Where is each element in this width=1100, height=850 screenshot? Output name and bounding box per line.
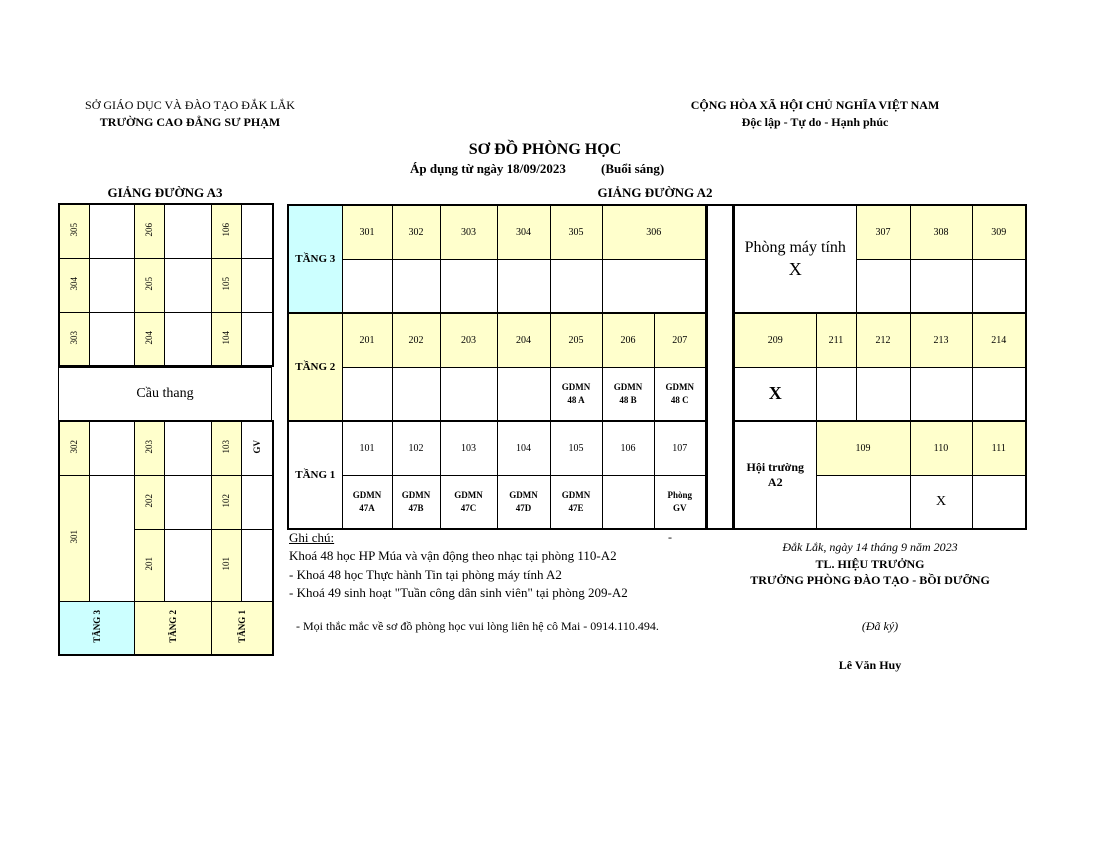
building-a3-title: GIẢNG ĐƯỜNG A3	[107, 185, 223, 200]
room-203: 203	[440, 313, 497, 367]
room-103: 103	[440, 421, 497, 475]
session-label: (Buổi sáng)	[601, 161, 665, 176]
class-gdmn-47b: GDMN 47B	[392, 475, 440, 529]
room-107: 107	[654, 421, 706, 475]
building-a2-title: GIẢNG ĐƯỜNG A2	[597, 185, 713, 200]
computer-room: Phòng máy tính X	[734, 205, 856, 313]
room-104: 104	[497, 421, 550, 475]
room-109: 109	[816, 421, 910, 475]
sign-role-1: TL. HIỆU TRƯỞNG	[815, 557, 925, 571]
room-101: 101	[342, 421, 392, 475]
a2-floor-2-label: TẦNG 2	[288, 313, 342, 421]
room-302: 302	[59, 421, 89, 475]
room-307: 307	[856, 205, 910, 259]
room-207: 207	[654, 313, 706, 367]
building-a3-map	[58, 203, 272, 655]
room-302: 302	[392, 205, 440, 259]
class-gdmn-48b: GDMN 48 B	[602, 367, 654, 421]
page-title: SƠ ĐỒ PHÒNG HỌC	[468, 141, 622, 158]
a3-bottom-block	[58, 420, 274, 656]
stairs: Cầu thang	[58, 367, 272, 421]
room-110-mark: X	[910, 475, 972, 529]
room-204: 204	[497, 313, 550, 367]
room-106: 106	[602, 421, 654, 475]
building-a2-right	[733, 204, 1027, 530]
room-306: 306	[602, 205, 706, 259]
effective-date: Áp dụng từ ngày 18/09/2023	[410, 161, 566, 176]
room-214: 214	[972, 313, 1026, 367]
a3-top-block	[58, 203, 274, 367]
room-303: 303	[440, 205, 497, 259]
room-209: 209	[734, 313, 816, 367]
room-105: 105	[550, 421, 602, 475]
class-gdmn-47e: GDMN 47E	[550, 475, 602, 529]
room-102: 102	[211, 475, 241, 529]
room-103-class: GV	[241, 421, 273, 475]
room-305: 305	[550, 205, 602, 259]
room-202: 202	[392, 313, 440, 367]
room-201: 201	[342, 313, 392, 367]
room-104: 104	[211, 312, 241, 366]
room-301: 301	[342, 205, 392, 259]
corridor	[706, 204, 734, 530]
class-gdmn-48c: GDMN 48 C	[654, 367, 706, 421]
class-gdmn-48a: GDMN 48 A	[550, 367, 602, 421]
room-205: 205	[550, 313, 602, 367]
room-102: 102	[392, 421, 440, 475]
room-206: 206	[602, 313, 654, 367]
room-304: 304	[59, 258, 89, 312]
department-name: SỞ GIÁO DỤC VÀ ĐÀO TẠO ĐẮK LẮK	[85, 98, 295, 112]
note-line-1: Khoá 48 học HP Múa và vận động theo nhạc tại phòng 110-A2	[289, 548, 617, 563]
room-308: 308	[910, 205, 972, 259]
room-301: 301	[59, 475, 89, 601]
room-201: 201	[134, 529, 164, 601]
country-name: CỘNG HÒA XÃ HỘI CHỦ NGHĨA VIỆT NAM	[690, 98, 940, 112]
a3-floor-3-label: TẦNG 3	[59, 601, 134, 655]
room-101: 101	[211, 529, 241, 601]
room-111: 111	[972, 421, 1026, 475]
room-213: 213	[910, 313, 972, 367]
room-106: 106	[211, 204, 241, 258]
class-gdmn-47d: GDMN 47D	[497, 475, 550, 529]
note-line-2: - Khoá 48 học Thực hành Tin tại phòng máy tính A2	[289, 567, 562, 582]
room-110: 110	[910, 421, 972, 475]
room-211: 211	[816, 313, 856, 367]
school-name: TRƯỜNG CAO ĐẲNG SƯ PHẠM	[99, 115, 281, 129]
room-209-mark: X	[734, 367, 816, 421]
room-206: 206	[134, 204, 164, 258]
teacher-room: Phòng GV	[654, 475, 706, 529]
class-gdmn-47a: GDMN 47A	[342, 475, 392, 529]
contact-note: - Mọi thắc mắc về sơ đồ phòng học vui lòng liên hệ cô Mai - 0914.110.494.	[296, 619, 659, 633]
a3-floor-2-label: TẦNG 2	[134, 601, 211, 655]
room-305: 305	[59, 204, 89, 258]
sign-date: Đắk Lắk, ngày 14 tháng 9 năm 2023	[782, 540, 958, 554]
room-203: 203	[134, 421, 164, 475]
notes-label: Ghi chú:	[289, 530, 335, 545]
room-309: 309	[972, 205, 1026, 259]
signed-mark: (Đã ký)	[861, 619, 899, 633]
room-204: 204	[134, 312, 164, 366]
room-105: 105	[211, 258, 241, 312]
room-205: 205	[134, 258, 164, 312]
note-line-3: - Khoá 49 sinh hoạt "Tuần công dân sinh viên" tại phòng 209-A2	[289, 585, 628, 600]
class-gdmn-47c: GDMN 47C	[440, 475, 497, 529]
room-103: 103	[211, 421, 241, 475]
notes-dash: -	[668, 530, 672, 544]
room-202: 202	[134, 475, 164, 529]
computer-room-mark: X	[788, 258, 802, 279]
signer-name: Lê Văn Huy	[838, 658, 902, 672]
a2-floor-1-label: TẦNG 1	[288, 421, 342, 529]
a2-floor-3-label: TẦNG 3	[288, 205, 342, 313]
sign-role-2: TRƯỞNG PHÒNG ĐÀO TẠO - BỒI DƯỠNG	[750, 573, 990, 587]
room-304: 304	[497, 205, 550, 259]
a3-floor-1-label: TẦNG 1	[211, 601, 273, 655]
room-303: 303	[59, 312, 89, 366]
building-a2-main	[287, 204, 707, 530]
assembly-hall: Hội trường A2	[734, 421, 816, 529]
room-212: 212	[856, 313, 910, 367]
country-motto: Độc lập - Tự do - Hạnh phúc	[741, 115, 889, 129]
